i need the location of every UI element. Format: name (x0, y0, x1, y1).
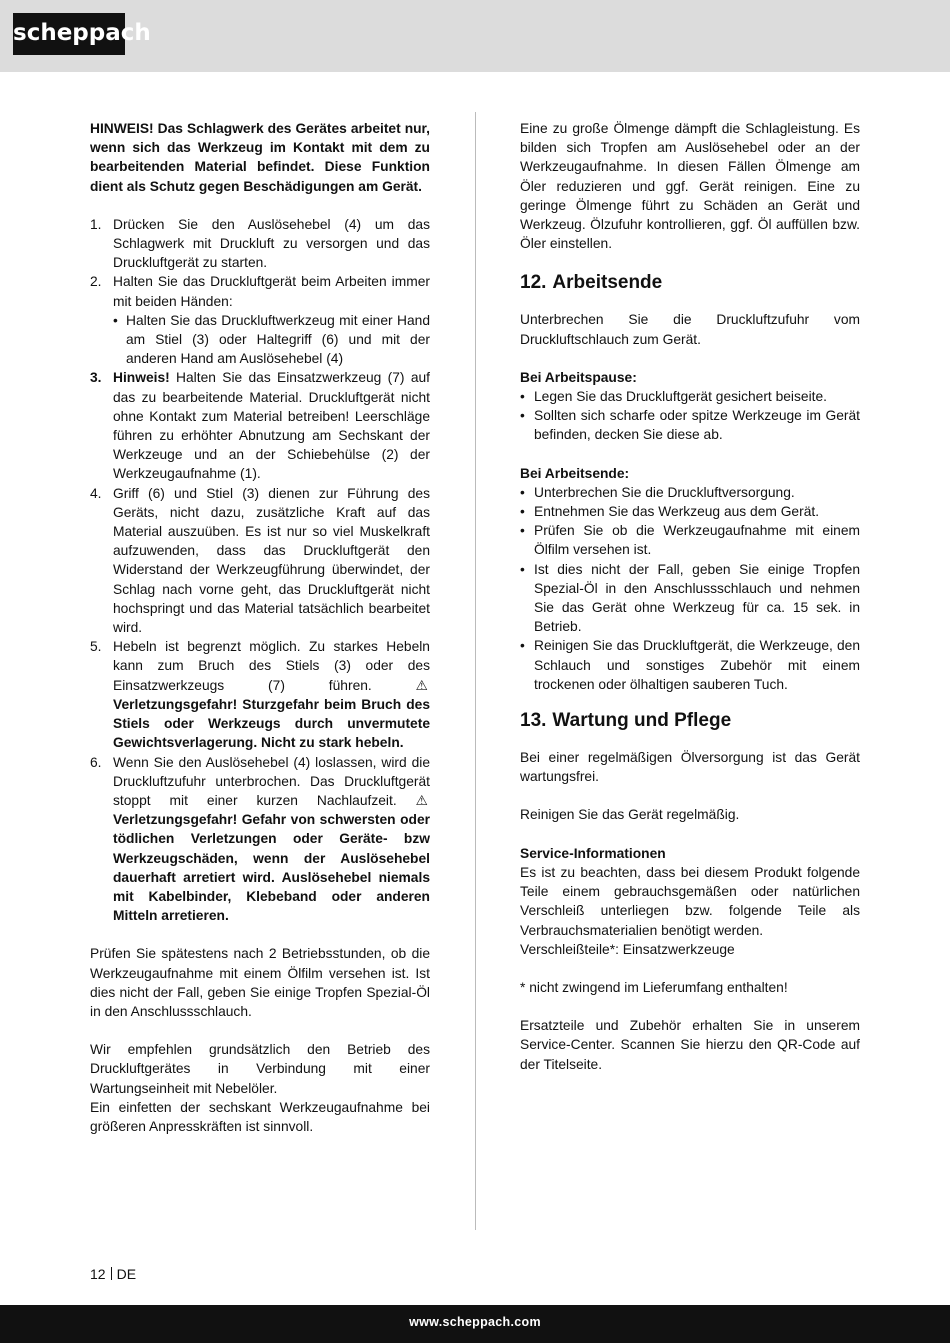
section-12-heading (520, 271, 860, 295)
wear-parts-line: Verschleißteile*: Einsatzwerkzeuge (520, 941, 735, 957)
website-url[interactable]: www.scheppach.com (409, 1315, 541, 1329)
maintenance-free-paragraph: Bei einer regelmäßigen Ölversorgung ist das Gerät wartungsfrei. (520, 750, 860, 785)
column-divider (475, 112, 476, 1230)
step-5 (90, 637, 430, 752)
step-number: 3. (90, 370, 102, 386)
end-item-text: Reinigen Sie das Druckluftgerät, die Werkzeuge, den Schlauch und sonstiges Zubehör mit einem trockenen oder ölhaltigen sauberen Tuch. (534, 638, 860, 692)
pause-item (520, 387, 860, 406)
pause-item-text: Sollten sich scharfe oder spitze Werkzeuge im Gerät befinden, decken Sie diese ab. (534, 408, 860, 443)
end-item (520, 502, 860, 521)
end-item-text: Entnehmen Sie das Werkzeug aus dem Gerät. (534, 504, 820, 520)
end-item (520, 560, 860, 637)
step-number: 2. (90, 274, 102, 290)
end-item (520, 521, 860, 559)
section-12-intro: Unterbrechen Sie die Druckluftzufuhr vom Druckluftschlauch zum Gerät. (520, 312, 860, 347)
end-item (520, 483, 860, 502)
section-number: 13. (520, 710, 547, 732)
logo-text: scheppach (13, 20, 151, 46)
bullet-icon: • (520, 408, 525, 424)
language-code: DE (116, 1266, 137, 1282)
bullet-icon: • (520, 484, 525, 500)
step-text: Drücken Sie den Auslösehebel (4) um das Schlagwerk mit Druckluft zu versorgen und das Druckluftgerät zu starten. (113, 216, 430, 271)
cleaning-paragraph: Reinigen Sie das Gerät regelmäßig. (520, 807, 740, 823)
subitem-text: Halten Sie das Druckluftwerkzeug mit einer Hand am Stiel (3) oder Haltegriff (6) und mit der anderen Hand am Auslösehebel (4) (126, 312, 430, 367)
step-1 (90, 215, 430, 273)
service-text: Es ist zu beachten, dass bei diesem Produkt folgende Teile einem gebrauchsgemäßen oder natürlichen Verschleiß unterliegen bzw. folgende Teile als Verbrauchsmaterialien benötigt werden. (520, 864, 860, 938)
instruction-steps (90, 215, 430, 926)
page-separator (111, 1267, 112, 1280)
step-text: Griff (6) und Stiel (3) dienen zur Führung des Geräts, nicht dazu, zusätzliche Kraft auf das Material auszuüben. Es ist nur so viel Muskelkraft aufzuwenden, dass das Druckluftgerät den Widerstand der Werkzeugführung überwindet, der Schlag nach vorne geht, das Druckluftgerät nicht hochspringt und das Material tatsächlich bearbeitet wird. (113, 485, 430, 636)
warning-text: Verletzungsgefahr! Sturzgefahr beim Bruch des Stiels oder Werkzeugs durch unvermutete Gewichtsverlagerung. Nicht zu stark hebeln. (113, 696, 430, 751)
grease-paragraph: Ein einfetten der sechskant Werkzeugaufnahme bei größeren Anpresskräften ist sinnvoll. (90, 1099, 430, 1134)
end-item-text: Ist dies nicht der Fall, geben Sie einige Tropfen Spezial-Öl in den Anschlussschlauch und nehmen Sie das Gerät ohne Werkzeug für ca. 15 sek. in Betrieb. (534, 561, 860, 635)
page-number (90, 1265, 136, 1283)
step-2-subitem (113, 311, 430, 369)
step-6 (90, 753, 430, 926)
footnote: * nicht zwingend im Lieferumfang enthalten! (520, 979, 788, 995)
step-number: 4. (90, 485, 102, 501)
bullet-icon: • (520, 389, 525, 405)
step-text: Hebeln ist begrenzt möglich. Zu starkes Hebeln kann zum Bruch des Stiels (3) oder des Einsatzwerkzeugs (7) führen. (113, 639, 430, 693)
end-heading: Bei Arbeitsende: (520, 465, 630, 481)
oil-check-paragraph: Prüfen Sie spätestens nach 2 Betriebsstunden, ob die Werkzeugaufnahme mit einem Ölfilm versehen ist. Ist dies nicht der Fall, geben Sie einige Tropfen Spezial-Öl in den Anschlussschlauch. (90, 946, 430, 1019)
section-number: 12. (520, 272, 547, 294)
step-text: Wenn Sie den Auslösehebel (4) loslassen, wird die Druckluftzufuhr unterbrochen. Das Druckluftgerät stoppt mit einer kurzen Nachlaufzeit. (113, 754, 430, 808)
end-item-text: Prüfen Sie ob die Werkzeugaufnahme mit einem Ölfilm versehen ist. (534, 523, 860, 558)
bullet-icon: • (113, 312, 118, 328)
section-title: Wartung und Pflege (552, 710, 732, 732)
bullet-icon: • (520, 561, 525, 577)
pause-item (520, 406, 860, 444)
oil-amount-paragraph: Eine zu große Ölmenge dämpft die Schlagleistung. Es bilden sich Tropfen am Auslösehebel oder an der Werkzeugaufnahme. In diesen Fällen Ölmenge am Öler reduzieren und ggf. Gerät reinigen. Eine zu geringe Ölmenge führt zu Schäden an Gerät und Werkzeug. Ölzufuhr kontrollieren, ggf. Öl auffüllen bzw. Öler einstellen. (520, 121, 860, 252)
warning-icon: ⚠ (415, 677, 428, 693)
step-number: 5. (90, 639, 102, 655)
end-item-text: Unterbrechen Sie die Druckluftversorgung. (534, 484, 795, 500)
section-title: Arbeitsende (552, 272, 663, 294)
footer-bar (0, 1305, 950, 1343)
page-number-value: 12 (90, 1266, 106, 1282)
section-13-heading (520, 709, 860, 733)
bullet-icon: • (520, 638, 525, 654)
header-bar (0, 0, 950, 72)
right-column (520, 119, 860, 1074)
pause-item-text: Legen Sie das Druckluftgerät gesichert beiseite. (534, 389, 827, 405)
step-3 (90, 368, 430, 483)
step-hint-label: Hinweis! (113, 370, 170, 386)
bullet-icon: • (520, 523, 525, 539)
end-item (520, 636, 860, 694)
warning-icon: ⚠ (415, 792, 428, 808)
step-2 (90, 272, 430, 368)
left-column (90, 119, 430, 1136)
warning-text: Verletzungsgefahr! Gefahr von schwersten oder tödlichen Verletzungen oder Geräte- bzw Werkzeugschäden, wenn der Auslösehebel dauerhaft arretiert wird. Auslösehebel niemals mit Kabelbinder, Klebeband oder anderen Mitteln arretieren. (113, 812, 430, 924)
step-text: Halten Sie das Druckluftgerät beim Arbeiten immer mit beiden Händen: (113, 274, 430, 309)
scheppach-logo (13, 13, 151, 55)
hinweis-note: HINWEIS! Das Schlagwerk des Gerätes arbeitet nur, wenn sich das Werkzeug im Kontakt mit dem zu bearbeitenden Material befindet. Diese Funktion dient als Schutz gegen Beschädigungen am Gerät. (90, 121, 430, 194)
service-heading: Service-Informationen (520, 845, 666, 861)
spare-parts-paragraph: Ersatzteile und Zubehör erhalten Sie in unserem Service-Center. Scannen Sie hierzu den QR-Code auf der Titelseite. (520, 1018, 860, 1072)
pause-heading: Bei Arbeitspause: (520, 369, 637, 385)
step-4 (90, 484, 430, 638)
step-number: 6. (90, 754, 102, 770)
step-number: 1. (90, 216, 102, 232)
bullet-icon: • (520, 504, 525, 520)
maintenance-unit-paragraph: Wir empfehlen grundsätzlich den Betrieb des Druckluftgerätes in Verbindung mit einer Wartungseinheit mit Nebelöler. (90, 1042, 430, 1096)
step-text: Halten Sie das Einsatzwerkzeug (7) auf das zu bearbeitende Material. Druckluftgerät nicht ohne Kontakt zum Material betreiben! Leerschläge führen zu erhöhter Abnutzung am Sechskant der Werkzeuge und an der Schiebehülse (2) der Werkzeugaufnahme (1). (113, 370, 430, 482)
